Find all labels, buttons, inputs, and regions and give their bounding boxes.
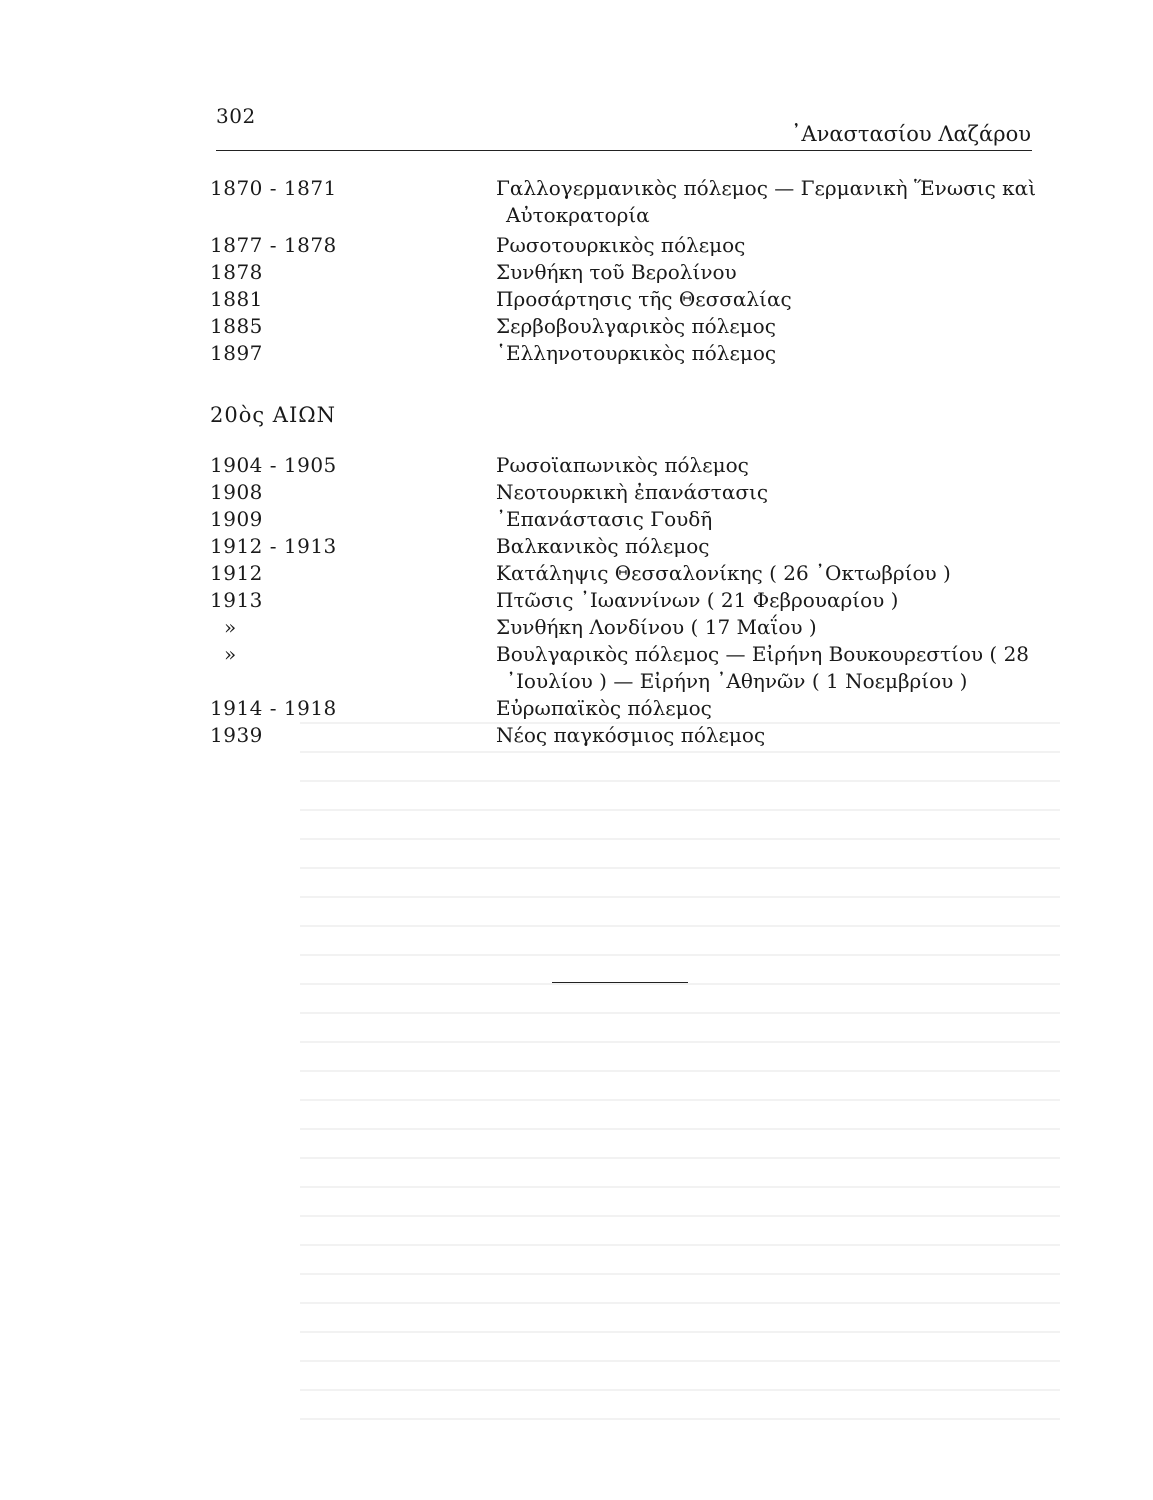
entry-event: Εὐρωπαϊκὸς πόλεμος — [496, 696, 712, 720]
entry-date: 1881 — [210, 287, 263, 311]
entry-date: 1870 - 1871 — [210, 176, 337, 200]
chronology-row — [210, 614, 1040, 641]
entry-event-continuation: Αὐτοκρατορία — [506, 203, 650, 227]
entry-event-text: Βουλγαρικὸς πόλεμος — Εἰρήνη Βουκουρεστίου ( 28 — [496, 642, 1030, 666]
entry-event: ᾿Επανάστασις Γουδῆ — [496, 507, 713, 531]
entry-date: 1904 - 1905 — [210, 453, 337, 477]
entry-event: Προσάρτησις τῆς Θεσσαλίας — [496, 287, 792, 311]
chronology-row — [210, 641, 1040, 695]
entry-date: 1914 - 1918 — [210, 696, 337, 720]
end-rule — [552, 982, 688, 983]
chronology-row — [210, 175, 1040, 229]
entry-date: 1909 — [210, 507, 263, 531]
entry-event: Κατάληψις Θεσσαλονίκης ( 26 ᾿Οκτωβρίου ) — [496, 561, 951, 585]
running-header-author: ᾿Αναστασίου Λαζάρου — [790, 122, 1031, 146]
chronology-section-19th-century — [210, 175, 1040, 367]
chronology-row — [210, 722, 1040, 749]
entry-event: Νεοτουρκικὴ ἐπανάστασις — [496, 480, 769, 504]
chronology-section-20th-century — [210, 452, 1040, 749]
entry-date: 1885 — [210, 314, 263, 338]
entry-event: Ρωσοτουρκικὸς πόλεμος — [496, 233, 746, 257]
century-heading: 20ὸς ΑΙΩΝ — [210, 403, 337, 427]
entry-date-ditto: » — [224, 642, 237, 666]
chronology-row — [210, 479, 1040, 506]
entry-date: 1912 - 1913 — [210, 534, 337, 558]
chronology-row — [210, 232, 1040, 259]
header-rule — [216, 150, 1032, 151]
entry-date: 1908 — [210, 480, 263, 504]
entry-event: ῾Ελληνοτουρκικὸς πόλεμος — [496, 341, 777, 365]
entry-date-ditto: » — [224, 615, 237, 639]
entry-event-text: Γαλλογερμανικὸς πόλεμος — Γερμανικὴ Ἕνωσις καὶ — [496, 176, 1037, 200]
entry-event: Βαλκανικὸς πόλεμος — [496, 534, 710, 558]
entry-event — [496, 175, 1040, 229]
entry-date: 1939 — [210, 723, 263, 747]
chronology-row — [210, 587, 1040, 614]
entry-event-continuation: ᾿Ιουλίου ) — Εἰρήνη ᾿Αθηνῶν ( 1 Νοεμβρίου ) — [506, 669, 968, 693]
entry-date: 1877 - 1878 — [210, 233, 337, 257]
chronology-row — [210, 506, 1040, 533]
entry-date: 1913 — [210, 588, 263, 612]
entry-event: Συνθήκη Λονδίνου ( 17 Μαΐου ) — [496, 615, 817, 639]
entry-event: Σερβοβουλγαρικὸς πόλεμος — [496, 314, 776, 338]
entry-date: 1878 — [210, 260, 263, 284]
chronology-row — [210, 259, 1040, 286]
chronology-row — [210, 560, 1040, 587]
chronology-row — [210, 695, 1040, 722]
entry-date: 1897 — [210, 341, 263, 365]
entry-event: Συνθήκη τοῦ Βερολίνου — [496, 260, 737, 284]
entry-event: Πτῶσις ᾿Ιωαννίνων ( 21 Φεβρουαρίου ) — [496, 588, 899, 612]
entry-date: 1912 — [210, 561, 263, 585]
entry-event — [496, 641, 1040, 695]
entry-event: Ρωσοϊαπωνικὸς πόλεμος — [496, 453, 749, 477]
page-number: 302 — [216, 104, 256, 128]
entry-event: Νέος παγκόσμιος πόλεμος — [496, 723, 766, 747]
bleed-through-texture — [300, 700, 1060, 1420]
chronology-row — [210, 313, 1040, 340]
chronology-row — [210, 533, 1040, 560]
chronology-row — [210, 340, 1040, 367]
chronology-row — [210, 452, 1040, 479]
chronology-row — [210, 286, 1040, 313]
